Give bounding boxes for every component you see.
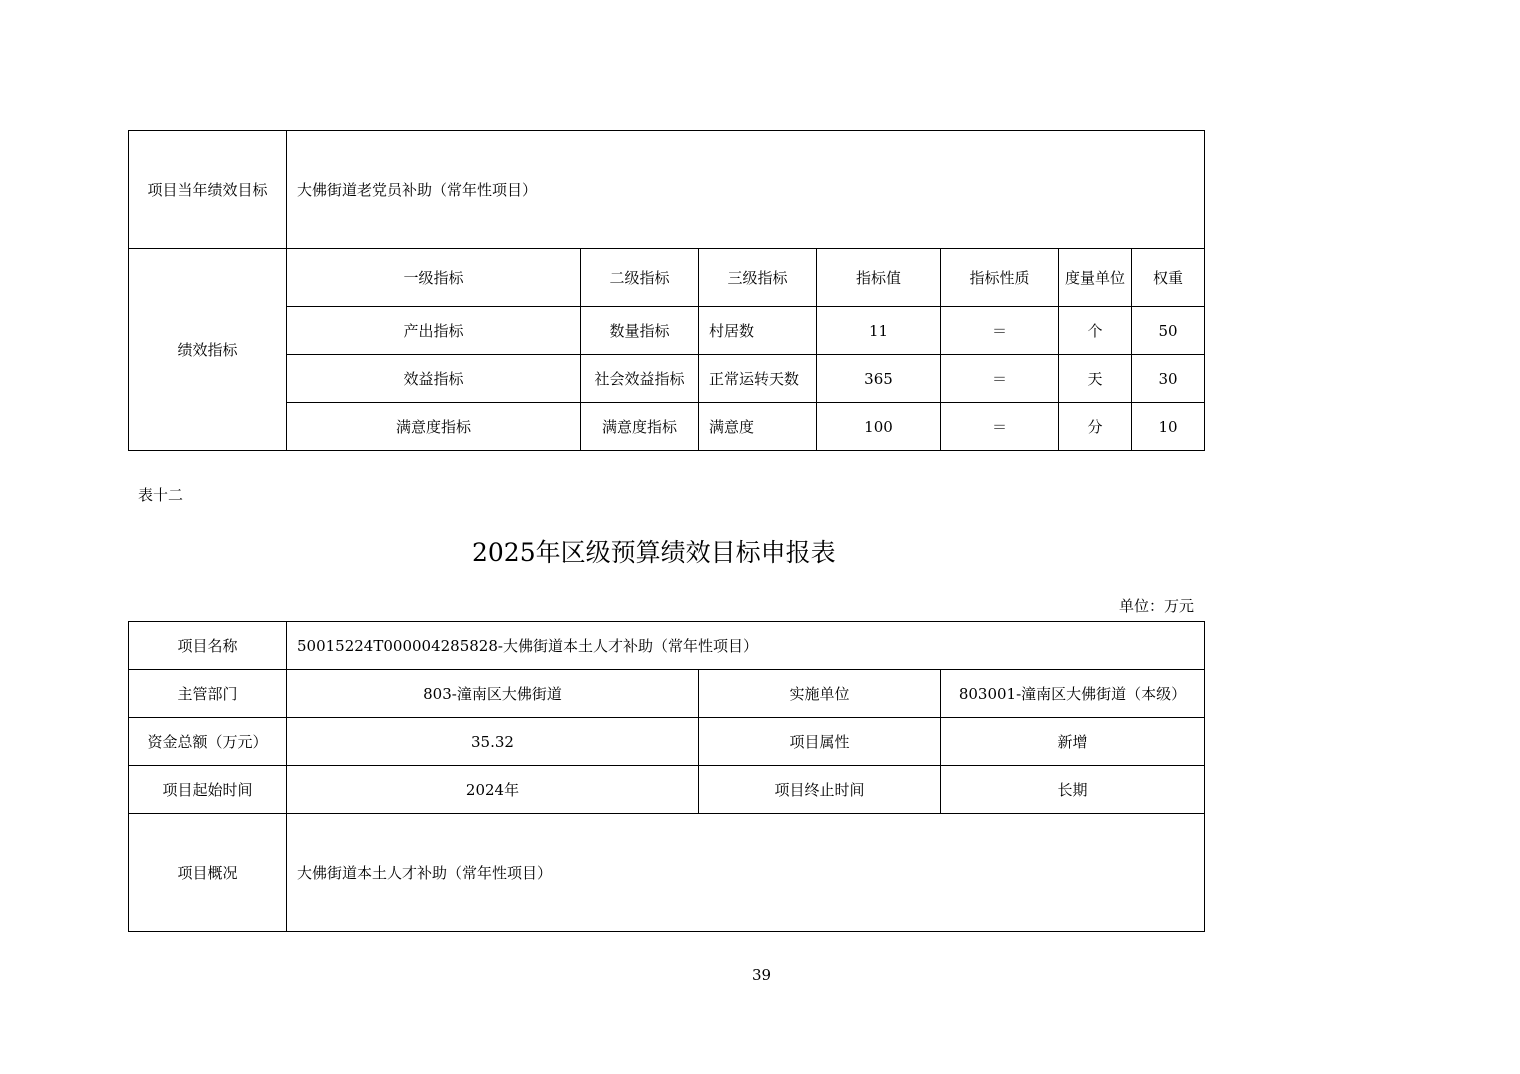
cell-level3: 正常运转天数 [699,355,817,403]
cell-level3: 满意度 [699,403,817,451]
goal-row [129,131,1205,249]
cell-level2: 社会效益指标 [581,355,699,403]
project-name-label: 项目名称 [129,622,287,670]
implementing-unit-value: 803001-潼南区大佛街道（本级） [941,670,1205,718]
goal-label: 项目当年绩效目标 [129,131,287,249]
header-level2: 二级指标 [581,249,699,307]
table-row [129,403,1205,451]
start-time-label: 项目起始时间 [129,766,287,814]
end-time-value: 长期 [941,766,1205,814]
department-label: 主管部门 [129,670,287,718]
cell-level2: 数量指标 [581,307,699,355]
cell-weight: 30 [1132,355,1205,403]
period-row [129,766,1205,814]
cell-unit: 个 [1059,307,1132,355]
fund-total-value: 35.32 [287,718,699,766]
department-row [129,670,1205,718]
document-title: 2025年区级预算绩效目标申报表 [472,538,836,567]
header-value: 指标值 [817,249,941,307]
cell-level1: 满意度指标 [287,403,581,451]
goal-value: 大佛街道老党员补助（常年性项目） [287,131,1205,249]
unit-label: 单位：万元 [1118,597,1194,615]
header-nature: 指标性质 [941,249,1059,307]
overview-label: 项目概况 [129,814,287,932]
project-attribute-value: 新增 [941,718,1205,766]
overview-value: 大佛街道本土人才补助（常年性项目） [287,814,1205,932]
overview-row [129,814,1205,932]
header-unit: 度量单位 [1059,249,1132,307]
indicator-header-row [129,249,1205,307]
table-row [129,307,1205,355]
cell-weight: 10 [1132,403,1205,451]
cell-level3: 村居数 [699,307,817,355]
cell-nature: ＝ [941,307,1059,355]
page-number: 39 [752,966,772,984]
fund-row [129,718,1205,766]
cell-weight: 50 [1132,307,1205,355]
cell-nature: ＝ [941,355,1059,403]
implementing-unit-label: 实施单位 [699,670,941,718]
project-name-row [129,622,1205,670]
start-time-value: 2024年 [287,766,699,814]
table-number: 表十二 [138,486,184,504]
cell-level1: 效益指标 [287,355,581,403]
cell-unit: 分 [1059,403,1132,451]
header-level3: 三级指标 [699,249,817,307]
cell-value: 100 [817,403,941,451]
end-time-label: 项目终止时间 [699,766,941,814]
cell-level2: 满意度指标 [581,403,699,451]
project-info-table [128,621,1205,932]
header-weight: 权重 [1132,249,1205,307]
department-value: 803-潼南区大佛街道 [287,670,699,718]
cell-unit: 天 [1059,355,1132,403]
cell-level1: 产出指标 [287,307,581,355]
header-level1: 一级指标 [287,249,581,307]
fund-total-label: 资金总额（万元） [129,718,287,766]
cell-value: 365 [817,355,941,403]
cell-value: 11 [817,307,941,355]
table-row [129,355,1205,403]
project-name-value: 50015224T000004285828-大佛街道本土人才补助（常年性项目） [287,622,1205,670]
performance-goal-table [128,130,1205,451]
project-attribute-label: 项目属性 [699,718,941,766]
indicators-label: 绩效指标 [129,249,287,451]
cell-nature: ＝ [941,403,1059,451]
